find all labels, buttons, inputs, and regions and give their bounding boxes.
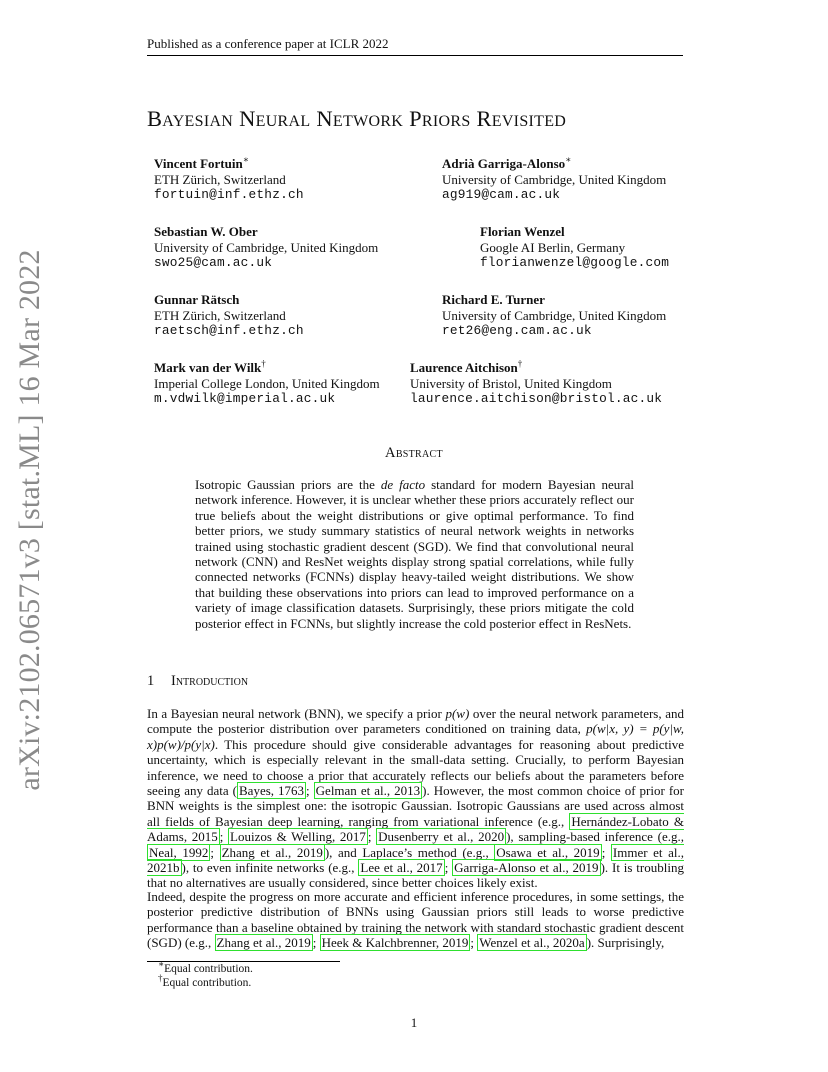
author-block: [154, 360, 380, 407]
abstract-heading: Abstract: [385, 445, 443, 461]
citation-link[interactable]: Neal, 1992: [149, 844, 209, 860]
section-number: 1: [147, 673, 155, 689]
citation-link[interactable]: Wenzel et al., 2020a: [479, 935, 585, 951]
citation-link[interactable]: Immer et al., 2021b: [147, 844, 684, 876]
author-block: [154, 224, 378, 271]
author-name: Vincent Fortuin: [154, 156, 243, 171]
author-name: Florian Wenzel: [480, 224, 565, 239]
author-block: [410, 360, 662, 407]
citation-link[interactable]: Garriga-Alonso et al., 2019: [454, 860, 599, 876]
author-block: [442, 156, 666, 203]
author-affiliation: University of Cambridge, United Kingdom: [154, 239, 379, 255]
intro-paragraph: [147, 706, 684, 891]
author-email[interactable]: swo25@cam.ac.uk: [154, 255, 273, 270]
text-run: In a Bayesian neural network (BNN), we specify a prior: [147, 706, 446, 721]
abstract-part: Isotropic Gaussian priors are the: [195, 477, 381, 492]
author-name: Gunnar Rätsch: [154, 292, 240, 307]
author-email[interactable]: florianwenzel@google.com: [480, 255, 670, 270]
author-name: Adrià Garriga-Alonso: [442, 156, 566, 171]
author-email[interactable]: ag919@cam.ac.uk: [442, 187, 561, 202]
author-affiliation: University of Cambridge, United Kingdom: [442, 307, 667, 323]
author-email[interactable]: fortuin@inf.ethz.ch: [154, 187, 304, 202]
text-run: ;: [367, 829, 377, 845]
author-block: [442, 292, 666, 339]
abstract-part: standard for modern Bayesian neural network inference. However, it is unclear whether these priors accurately reflect our true beliefs about the weight distributions or give optimal performance. To find better priors, we study summary statistics of neural network weights in networks trained using stochastic gradient descent (SGD). We find that convolutional neural network (CNN) and ResNet weights display strong spatial correlations, while fully connected networks (FCNNs) display heavy-tailed weight distributions. We show that building these observations into priors can lead to improved performance on a variety of image classification datasets. Surprisingly, these priors mitigate the cold posterior effect in FCNNs, but slightly increase the cold posterior effect in ResNets.: [195, 477, 635, 631]
citation-link[interactable]: Dusenberry et al., 2020: [378, 829, 505, 845]
paper-title: Bayesian Neural Network Priors Revisited: [147, 106, 567, 131]
author-block: [480, 224, 669, 271]
citation-link[interactable]: Heek & Kalchbrenner, 2019: [321, 935, 469, 951]
citation-link[interactable]: Zhang et al., 2019: [221, 844, 323, 860]
author-email[interactable]: m.vdwilk@imperial.ac.uk: [154, 391, 336, 406]
math-inline: p(w|x, y) = p(y|w, x)p(w)/p(y|x): [147, 721, 684, 752]
math-inline: p(w): [445, 706, 470, 721]
intro-paragraph: [147, 889, 684, 951]
author-name: Richard E. Turner: [442, 292, 545, 307]
author-name: Mark van der Wilk: [154, 360, 262, 375]
arxiv-stamp: [6, 249, 54, 791]
text-run: ). Surprisingly,: [586, 935, 665, 951]
text-run: ), sampling-based inference (e.g.,: [506, 829, 684, 845]
footnote-mark: ∗: [158, 959, 165, 970]
text-run: ;: [219, 829, 229, 845]
footnote-mark: †: [158, 973, 163, 984]
author-affiliation: Google AI Berlin, Germany: [480, 239, 626, 255]
abstract-text: [195, 477, 634, 631]
author-affiliation: University of Cambridge, United Kingdom: [442, 171, 667, 187]
text-run: ). However, the most common choice of prior for BNN weights is the simplest one: the isotropic Gaussian. Isotropic Gaussians are used across almost all fields of Bayesian deep learning, ranging from variational inference (e.g.,: [147, 783, 684, 829]
text-run: over the neural network parameters, and compute the posterior distribution over parameters conditioned on training data,: [147, 706, 684, 737]
footnote: [158, 959, 253, 975]
abstract-emphasis: de facto: [380, 477, 426, 492]
citation-link[interactable]: Hernández-Lobato & Adams, 2015: [147, 813, 684, 845]
author-name: Sebastian W. Ober: [154, 224, 258, 239]
author-mark: †: [261, 358, 266, 369]
author-affiliation: ETH Zürich, Switzerland: [154, 307, 286, 323]
author-affiliation: University of Bristol, United Kingdom: [410, 375, 612, 391]
text-run: ;: [470, 935, 478, 951]
text-run: Indeed, despite the progress on more accurate and efficient inference procedures, in some settings, the posterior predictive distribution of BNNs using Gaussian priors still leads to worse predictive performance than a baseline obtained by training the network with standard stochastic gradient descent (SGD) (e.g.,: [147, 889, 684, 951]
footnote-text: Equal contribution.: [162, 977, 252, 989]
footnote: [158, 973, 252, 989]
section-heading: [147, 673, 248, 690]
footnote-rule: [147, 961, 340, 962]
running-header: Published as a conference paper at ICLR 2022: [147, 36, 683, 56]
text-run: ), and Laplace’s method (e.g.,: [324, 844, 495, 860]
author-mark: ∗: [242, 154, 249, 165]
citation-link[interactable]: Lee et al., 2017: [360, 860, 443, 876]
author-name: Laurence Aitchison: [410, 360, 518, 375]
citation-link[interactable]: Osawa et al., 2019: [496, 844, 600, 860]
text-run: ;: [210, 844, 220, 860]
author-mark: †: [517, 358, 523, 369]
page-number: 1: [410, 1015, 418, 1030]
author-block: [154, 156, 304, 203]
text-run: ;: [306, 783, 314, 799]
arxiv-id: arXiv:2102.06571v3 [stat.ML] 16 Mar 2022: [13, 249, 46, 791]
author-affiliation: ETH Zürich, Switzerland: [154, 171, 286, 187]
section-title: Introduction: [171, 673, 249, 689]
citation-link[interactable]: Bayes, 1763: [239, 783, 305, 799]
citation-link[interactable]: Gelman et al., 2013: [315, 783, 421, 799]
text-run: ). It is troubling that no alternatives are usually considered, since better choices likely exist.: [147, 860, 684, 891]
author-email[interactable]: laurence.aitchison@bristol.ac.uk: [410, 391, 663, 406]
author-email[interactable]: raetsch@inf.ethz.ch: [154, 323, 304, 338]
text-run: ;: [312, 935, 320, 951]
author-block: [154, 292, 304, 339]
author-mark: ∗: [565, 154, 572, 165]
text-run: . This procedure should give considerable advantages for reasoning about predictive uncertainty, which is especially relevant in the small-data setting. Crucially, to perform Bayesian inference, we need to choose a prior that accurately reflects our beliefs about the parameters before seeing any data (: [147, 736, 684, 799]
author-affiliation: Imperial College London, United Kingdom: [154, 375, 380, 391]
citation-link[interactable]: Zhang et al., 2019: [216, 935, 311, 951]
footnote-text: Equal contribution.: [164, 963, 253, 975]
text-run: ), to even infinite networks (e.g.,: [181, 860, 359, 876]
citation-link[interactable]: Louizos & Welling, 2017: [230, 829, 366, 845]
author-email[interactable]: ret26@eng.cam.ac.uk: [442, 323, 592, 338]
text-run: ;: [601, 844, 611, 860]
text-run: ;: [444, 860, 453, 876]
